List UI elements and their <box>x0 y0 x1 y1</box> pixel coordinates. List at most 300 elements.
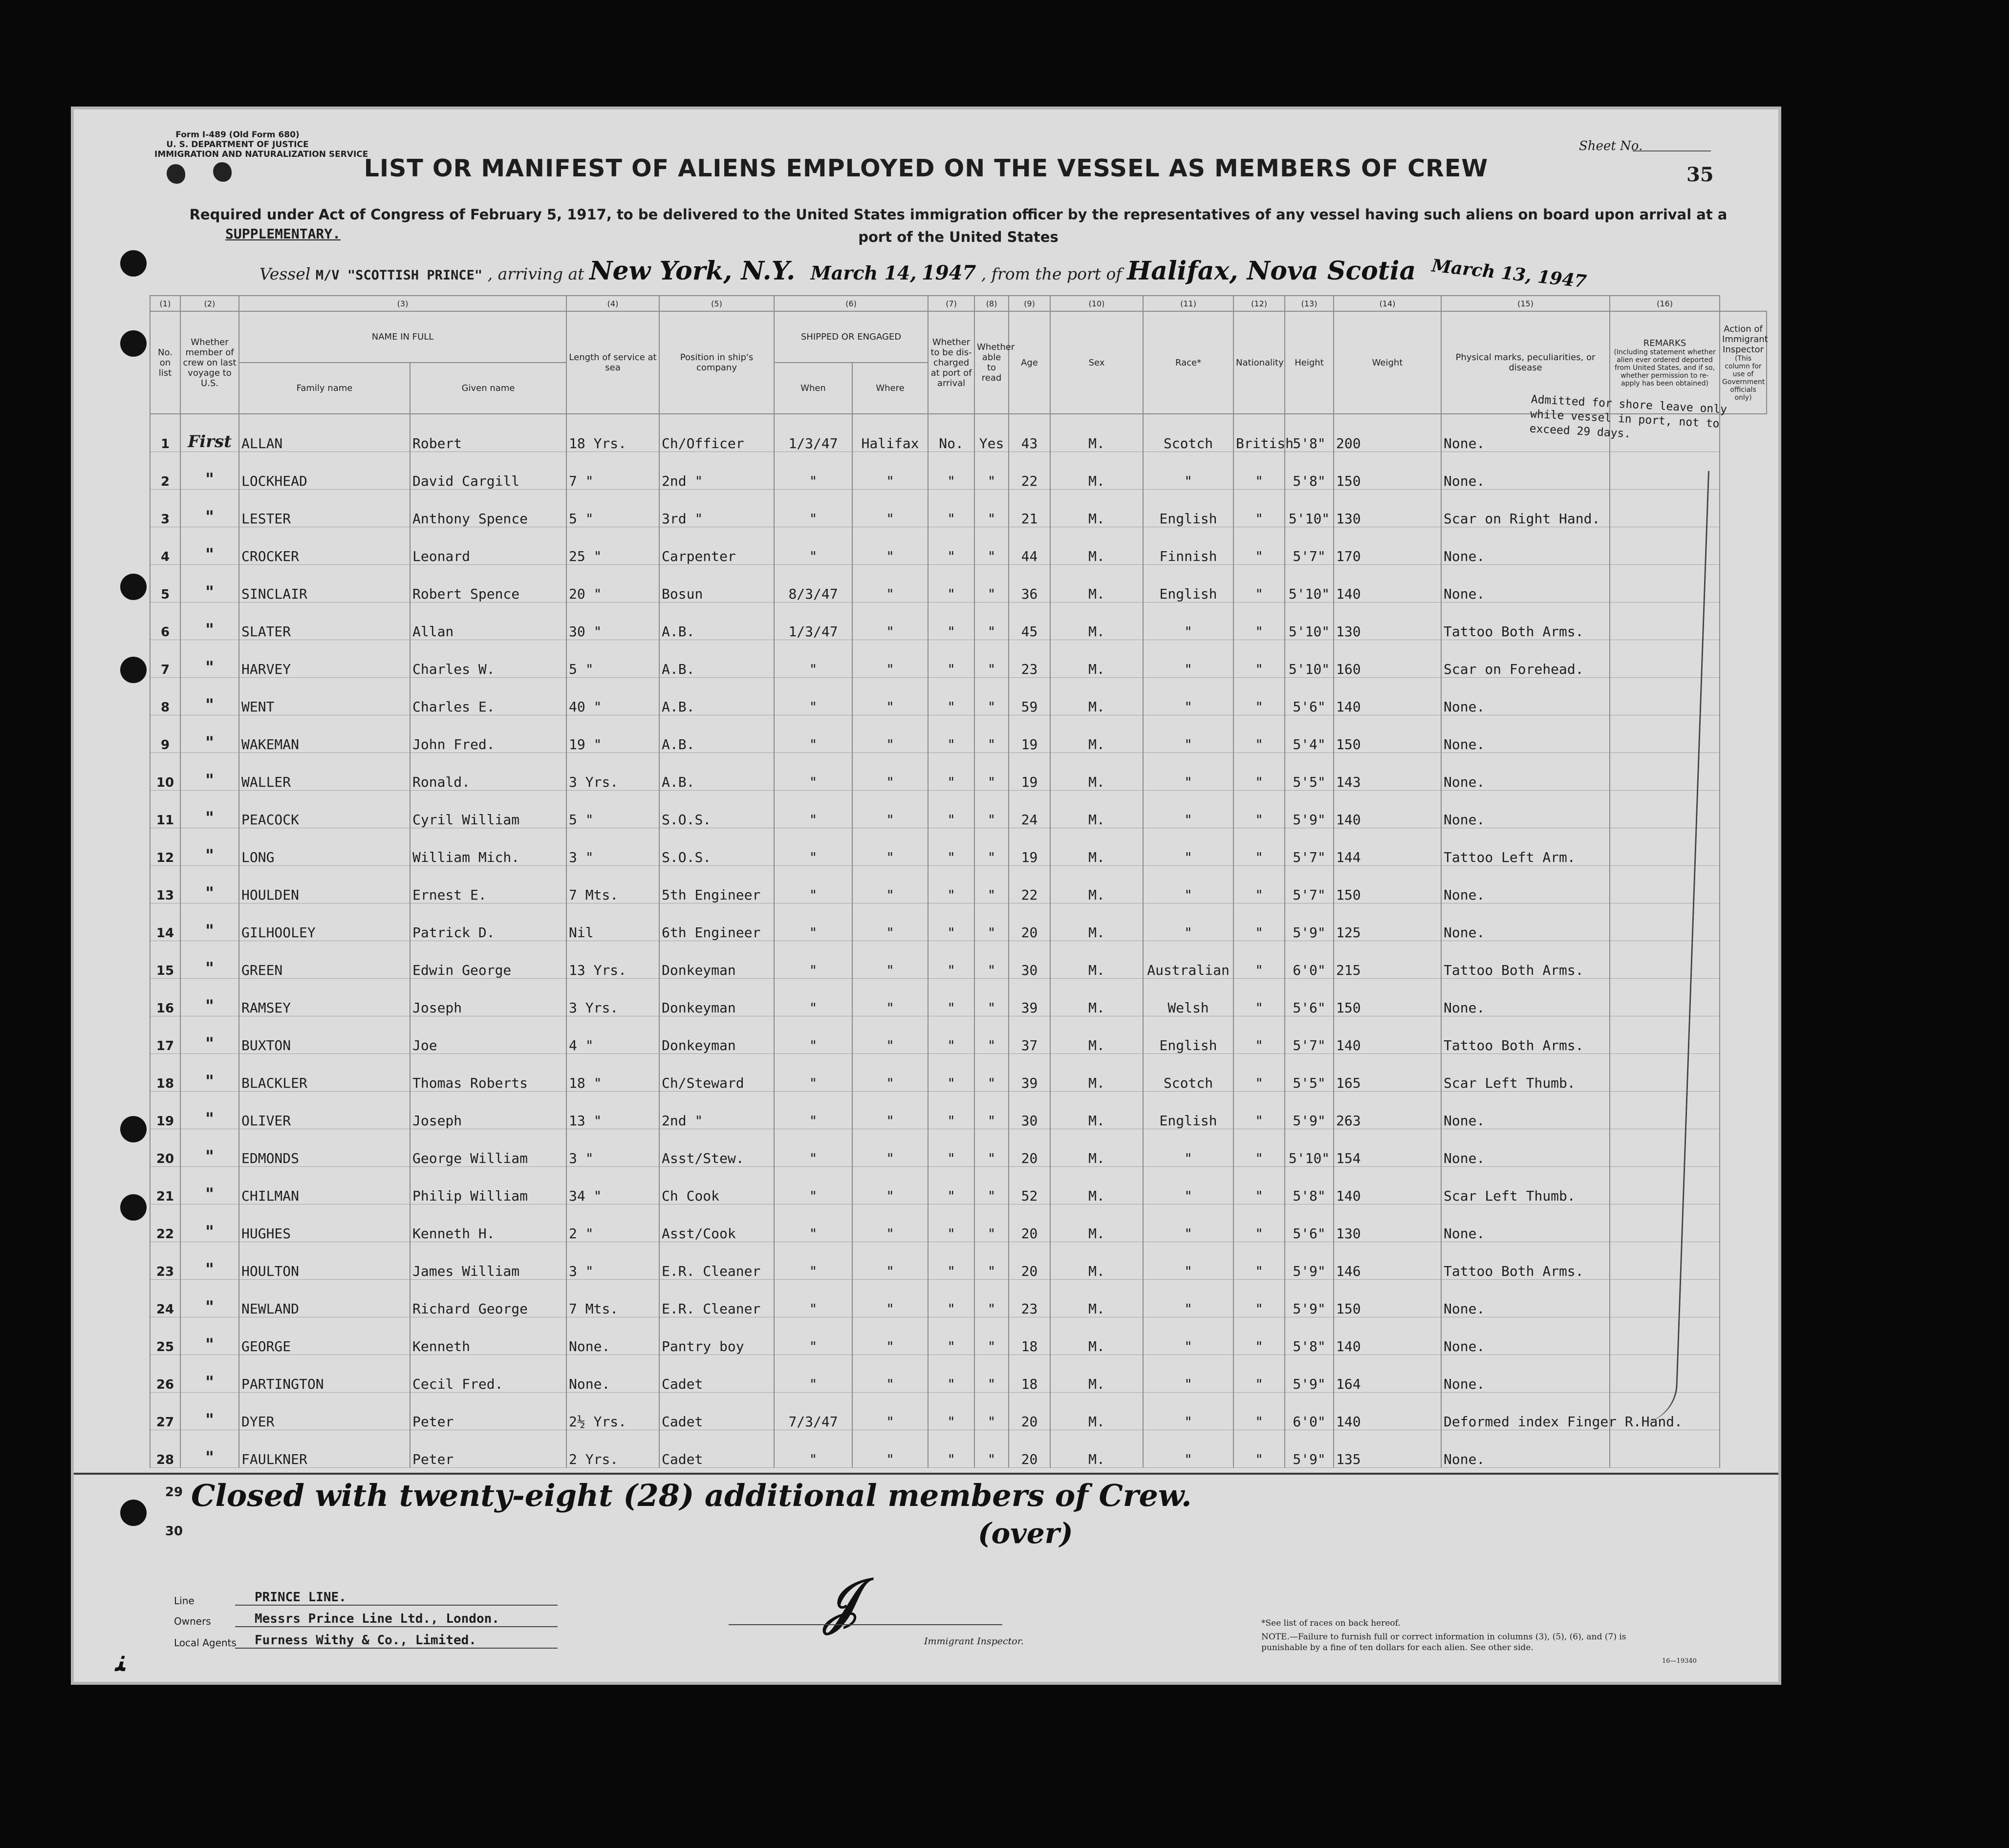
weight-cell: 150 <box>1334 866 1441 903</box>
age-cell: 18 <box>1009 1355 1050 1393</box>
height-cell: 5'9" <box>1285 1242 1334 1280</box>
row-number-cell: 22 <box>150 1204 180 1242</box>
vessel-label: Vessel <box>259 264 311 283</box>
weight-cell: 140 <box>1334 1317 1441 1355</box>
weight-cell: 160 <box>1334 640 1441 678</box>
age-cell: 30 <box>1009 941 1050 979</box>
races-footnote: *See list of races on back hereof. <box>1261 1618 1401 1628</box>
height-cell: 5'10" <box>1285 1129 1334 1167</box>
col-header-weight: Weight <box>1334 311 1441 414</box>
physical-marks-cell: Tattoo Both Arms. <box>1441 1242 1610 1280</box>
sex-cell: M. <box>1050 640 1143 678</box>
vessel-name: M/V "SCOTTISH PRINCE" <box>315 268 483 283</box>
sex-cell: M. <box>1050 1317 1143 1355</box>
able-to-read-cell: " <box>974 640 1009 678</box>
previous-voyage-cell: " <box>180 1054 239 1092</box>
physical-marks-cell: Scar on Right Hand. <box>1441 490 1610 527</box>
col-num-15: (15) <box>1441 296 1610 311</box>
col-header-sex: Sex <box>1050 311 1143 414</box>
race-cell: English <box>1143 1092 1233 1129</box>
inspector-action-title: Action of Immigrant Inspector <box>1722 323 1768 355</box>
position-cell: Ch Cook <box>659 1167 774 1204</box>
sex-cell: M. <box>1050 414 1143 452</box>
previous-voyage-cell: " <box>180 1167 239 1204</box>
col-header-length-of-service: Length of service at sea <box>566 311 659 414</box>
previous-voyage-cell: " <box>180 1242 239 1280</box>
position-cell: Donkeyman <box>659 941 774 979</box>
shipped-where-cell: " <box>852 1204 928 1242</box>
nationality-cell: " <box>1233 1129 1285 1167</box>
given-name-cell: Joseph <box>410 1092 566 1129</box>
length-of-service-cell: 5 " <box>566 490 659 527</box>
race-cell: English <box>1143 565 1233 602</box>
race-cell: " <box>1143 1129 1233 1167</box>
discharged-cell: " <box>928 1054 974 1092</box>
race-cell: " <box>1143 678 1233 715</box>
given-name-cell: Patrick D. <box>410 903 566 941</box>
crew-manifest-table <box>150 295 1767 1468</box>
row-number-cell: 11 <box>150 791 180 828</box>
age-cell: 39 <box>1009 979 1050 1016</box>
length-of-service-cell: None. <box>566 1317 659 1355</box>
height-cell: 5'10" <box>1285 640 1334 678</box>
col-num-1: (1) <box>150 296 180 311</box>
family-name-cell: LONG <box>239 828 410 866</box>
sex-cell: M. <box>1050 1280 1143 1317</box>
weight-cell: 144 <box>1334 828 1441 866</box>
previous-voyage-cell: " <box>180 565 239 602</box>
position-cell: A.B. <box>659 678 774 715</box>
table-row <box>150 602 1767 640</box>
length-of-service-cell: 13 " <box>566 1092 659 1129</box>
discharged-cell: " <box>928 678 974 715</box>
discharged-cell: " <box>928 527 974 565</box>
physical-marks-cell: None. <box>1441 753 1610 791</box>
row-number-cell: 9 <box>150 715 180 753</box>
discharged-cell: " <box>928 452 974 490</box>
height-cell: 5'7" <box>1285 1016 1334 1054</box>
given-name-cell: David Cargill <box>410 452 566 490</box>
able-to-read-cell: " <box>974 1054 1009 1092</box>
shipped-when-cell: " <box>774 1204 852 1242</box>
col-num-5: (5) <box>659 296 774 311</box>
sex-cell: M. <box>1050 1054 1143 1092</box>
position-cell: 6th Engineer <box>659 903 774 941</box>
height-cell: 6'0" <box>1285 941 1334 979</box>
age-cell: 24 <box>1009 791 1050 828</box>
position-cell: Donkeyman <box>659 979 774 1016</box>
able-to-read-cell: " <box>974 452 1009 490</box>
height-cell: 5'10" <box>1285 490 1334 527</box>
family-name-cell: WENT <box>239 678 410 715</box>
race-cell: " <box>1143 1204 1233 1242</box>
table-row <box>150 1129 1767 1167</box>
length-of-service-cell: 3 " <box>566 828 659 866</box>
physical-marks-cell: None. <box>1441 715 1610 753</box>
row-number-cell: 19 <box>150 1092 180 1129</box>
row-number-cell: 13 <box>150 866 180 903</box>
race-cell: " <box>1143 866 1233 903</box>
discharged-cell: " <box>928 715 974 753</box>
col-num-3: (3) <box>239 296 566 311</box>
length-of-service-cell: 18 Yrs. <box>566 414 659 452</box>
able-to-read-cell: " <box>974 941 1009 979</box>
shipped-when-cell: " <box>774 1430 852 1468</box>
position-cell: Ch/Officer <box>659 414 774 452</box>
previous-voyage-cell: " <box>180 602 239 640</box>
weight-cell: 140 <box>1334 1016 1441 1054</box>
row-number-30: 30 <box>165 1524 183 1539</box>
discharged-cell: No. <box>928 414 974 452</box>
position-cell: A.B. <box>659 753 774 791</box>
col-num-6: (6) <box>774 296 928 311</box>
table-row <box>150 452 1767 490</box>
remarks-stamp-note: Admitted for shore leave only while vessel in port, not to exceed 29 days. <box>1529 393 1728 441</box>
shipped-when-cell: " <box>774 1054 852 1092</box>
given-name-cell: Ernest E. <box>410 866 566 903</box>
shipped-where-cell: " <box>852 490 928 527</box>
previous-voyage-cell: " <box>180 678 239 715</box>
col-header-given-name: Given name <box>410 363 566 414</box>
height-cell: 5'9" <box>1285 903 1334 941</box>
discharged-cell: " <box>928 1016 974 1054</box>
height-cell: 5'8" <box>1285 414 1334 452</box>
table-row <box>150 527 1767 565</box>
family-name-cell: PEACOCK <box>239 791 410 828</box>
col-header-no-on-list: No. on list <box>150 311 180 414</box>
length-of-service-cell: 7 " <box>566 452 659 490</box>
weight-cell: 150 <box>1334 979 1441 1016</box>
table-row <box>150 1054 1767 1092</box>
nationality-cell: " <box>1233 452 1285 490</box>
given-name-cell: Leonard <box>410 527 566 565</box>
able-to-read-cell: " <box>974 602 1009 640</box>
age-cell: 22 <box>1009 866 1050 903</box>
col-num-12: (12) <box>1233 296 1285 311</box>
able-to-read-cell: " <box>974 678 1009 715</box>
nationality-cell: " <box>1233 753 1285 791</box>
sex-cell: M. <box>1050 979 1143 1016</box>
weight-cell: 140 <box>1334 1393 1441 1430</box>
table-row <box>150 1204 1767 1242</box>
table-row <box>150 1242 1767 1280</box>
shipped-where-cell: " <box>852 753 928 791</box>
length-of-service-cell: 2 Yrs. <box>566 1430 659 1468</box>
family-name-cell: NEWLAND <box>239 1280 410 1317</box>
age-cell: 45 <box>1009 602 1050 640</box>
supplementary-label: SUPPLEMENTARY. <box>225 226 341 242</box>
given-name-cell: Joe <box>410 1016 566 1054</box>
penalty-note: NOTE.—Failure to furnish full or correct information in columns (3), (5), (6), and (7) is punishable by a fine of ten dollars for each alien. See other side. <box>1261 1632 1626 1653</box>
race-cell: " <box>1143 1430 1233 1468</box>
shipped-where-cell: " <box>852 1054 928 1092</box>
line-value: PRINCE LINE. <box>235 1590 558 1606</box>
discharged-cell: " <box>928 753 974 791</box>
given-name-cell: Thomas Roberts <box>410 1054 566 1092</box>
table-row <box>150 1092 1767 1129</box>
sex-cell: M. <box>1050 828 1143 866</box>
physical-marks-cell: None. <box>1441 1317 1610 1355</box>
shipped-where-cell: " <box>852 715 928 753</box>
able-to-read-cell: " <box>974 715 1009 753</box>
shipped-when-cell: 7/3/47 <box>774 1393 852 1430</box>
sex-cell: M. <box>1050 1129 1143 1167</box>
nationality-cell: " <box>1233 1317 1285 1355</box>
length-of-service-cell: Nil <box>566 903 659 941</box>
length-of-service-cell: 13 Yrs. <box>566 941 659 979</box>
position-cell: Cadet <box>659 1430 774 1468</box>
previous-voyage-cell: " <box>180 715 239 753</box>
family-name-cell: LOCKHEAD <box>239 452 410 490</box>
col-header-position: Position in ship's company <box>659 311 774 414</box>
age-cell: 52 <box>1009 1167 1050 1204</box>
shipped-where-cell: " <box>852 452 928 490</box>
previous-voyage-cell: " <box>180 941 239 979</box>
length-of-service-cell: None. <box>566 1355 659 1393</box>
race-cell: " <box>1143 903 1233 941</box>
previous-voyage-cell: " <box>180 490 239 527</box>
shipped-when-cell: " <box>774 1317 852 1355</box>
col-num-13: (13) <box>1285 296 1334 311</box>
sheet-number-label: Sheet No. <box>1579 139 1643 153</box>
shipped-when-cell: " <box>774 941 852 979</box>
nationality-cell: " <box>1233 490 1285 527</box>
closing-divider <box>74 1473 1778 1475</box>
given-name-cell: Joseph <box>410 979 566 1016</box>
age-cell: 20 <box>1009 1430 1050 1468</box>
given-name-cell: Charles E. <box>410 678 566 715</box>
arrival-year: 1947 <box>921 261 976 284</box>
age-cell: 20 <box>1009 903 1050 941</box>
length-of-service-cell: 18 " <box>566 1054 659 1092</box>
able-to-read-cell: " <box>974 1355 1009 1393</box>
weight-cell: 130 <box>1334 490 1441 527</box>
family-name-cell: BUXTON <box>239 1016 410 1054</box>
shipped-when-cell: " <box>774 1167 852 1204</box>
sex-cell: M. <box>1050 791 1143 828</box>
able-to-read-cell: " <box>974 866 1009 903</box>
col-num-8: (8) <box>974 296 1009 311</box>
length-of-service-cell: 5 " <box>566 791 659 828</box>
shipped-where-cell: " <box>852 1016 928 1054</box>
table-row <box>150 1167 1767 1204</box>
length-of-service-cell: 3 " <box>566 1129 659 1167</box>
col-header-family-name: Family name <box>239 363 410 414</box>
col-num-16: (16) <box>1610 296 1720 311</box>
nationality-cell: " <box>1233 1016 1285 1054</box>
row-number-29: 29 <box>165 1485 183 1500</box>
shipped-when-cell: " <box>774 1092 852 1129</box>
race-cell: " <box>1143 1393 1233 1430</box>
length-of-service-cell: 2 " <box>566 1204 659 1242</box>
col-num-10: (10) <box>1050 296 1143 311</box>
family-name-cell: DYER <box>239 1393 410 1430</box>
table-row <box>150 678 1767 715</box>
sex-cell: M. <box>1050 1430 1143 1468</box>
race-cell: " <box>1143 1317 1233 1355</box>
punch-hole <box>120 1500 147 1526</box>
punch-hole <box>120 657 147 683</box>
column-header-row <box>150 311 1767 363</box>
discharged-cell: " <box>928 979 974 1016</box>
shipped-where-cell: " <box>852 1280 928 1317</box>
able-to-read-cell: " <box>974 1129 1009 1167</box>
previous-voyage-cell: " <box>180 640 239 678</box>
row-number-cell: 18 <box>150 1054 180 1092</box>
height-cell: 5'4" <box>1285 715 1334 753</box>
given-name-cell: Charles W. <box>410 640 566 678</box>
discharged-cell: " <box>928 791 974 828</box>
table-row <box>150 903 1767 941</box>
height-cell: 5'7" <box>1285 828 1334 866</box>
row-number-cell: 1 <box>150 414 180 452</box>
shipped-when-cell: " <box>774 527 852 565</box>
manifest-sheet <box>71 107 1781 1685</box>
family-name-cell: WAKEMAN <box>239 715 410 753</box>
height-cell: 5'8" <box>1285 1317 1334 1355</box>
row-number-cell: 10 <box>150 753 180 791</box>
age-cell: 19 <box>1009 753 1050 791</box>
physical-marks-cell: None. <box>1441 527 1610 565</box>
discharged-cell: " <box>928 1393 974 1430</box>
agents-value: Furness Withy & Co., Limited. <box>235 1633 558 1649</box>
race-cell: " <box>1143 828 1233 866</box>
discharged-cell: " <box>928 1280 974 1317</box>
previous-voyage-cell: " <box>180 452 239 490</box>
race-cell: English <box>1143 1016 1233 1054</box>
shipped-where-cell: " <box>852 640 928 678</box>
col-num-2: (2) <box>180 296 239 311</box>
given-name-cell: Kenneth H. <box>410 1204 566 1242</box>
given-name-cell: Edwin George <box>410 941 566 979</box>
sheet-number-underline <box>1633 150 1711 151</box>
height-cell: 5'6" <box>1285 979 1334 1016</box>
row-number-cell: 6 <box>150 602 180 640</box>
discharged-cell: " <box>928 602 974 640</box>
family-name-cell: FAULKNER <box>239 1430 410 1468</box>
position-cell: Donkeyman <box>659 1016 774 1054</box>
discharged-cell: " <box>928 903 974 941</box>
race-cell: Australian <box>1143 941 1233 979</box>
length-of-service-cell: 4 " <box>566 1016 659 1054</box>
physical-marks-cell: Tattoo Both Arms. <box>1441 1016 1610 1054</box>
form-number-line: Form I-489 (Old Form 680) <box>175 130 300 140</box>
length-of-service-cell: 5 " <box>566 640 659 678</box>
col-num-7: (7) <box>928 296 974 311</box>
sex-cell: M. <box>1050 565 1143 602</box>
col-header-race: Race* <box>1143 311 1233 414</box>
previous-voyage-cell: " <box>180 866 239 903</box>
nationality-cell: " <box>1233 941 1285 979</box>
table-row <box>150 1355 1767 1393</box>
col-header-able-to-read: Whether able to read <box>974 311 1009 414</box>
able-to-read-cell: " <box>974 828 1009 866</box>
able-to-read-cell: " <box>974 979 1009 1016</box>
height-cell: 5'5" <box>1285 1054 1334 1092</box>
weight-cell: 130 <box>1334 1204 1441 1242</box>
nationality-cell: " <box>1233 602 1285 640</box>
family-name-cell: CROCKER <box>239 527 410 565</box>
physical-marks-cell: Scar Left Thumb. <box>1441 1167 1610 1204</box>
able-to-read-cell: " <box>974 1280 1009 1317</box>
sex-cell: M. <box>1050 1242 1143 1280</box>
weight-cell: 150 <box>1334 452 1441 490</box>
page-title: LIST OR MANIFEST OF ALIENS EMPLOYED ON THE VESSEL AS MEMBERS OF CREW <box>364 154 1489 182</box>
age-cell: 19 <box>1009 828 1050 866</box>
height-cell: 5'7" <box>1285 527 1334 565</box>
family-name-cell: WALLER <box>239 753 410 791</box>
position-cell: S.O.S. <box>659 828 774 866</box>
position-cell: Ch/Steward <box>659 1054 774 1092</box>
row-number-cell: 16 <box>150 979 180 1016</box>
inspector-action-note: (This column for use of Government officials only) <box>1722 354 1765 402</box>
height-cell: 5'9" <box>1285 791 1334 828</box>
discharged-cell: " <box>928 1242 974 1280</box>
race-cell: " <box>1143 1167 1233 1204</box>
remarks-title: REMARKS <box>1643 338 1686 348</box>
physical-marks-cell: Tattoo Left Arm. <box>1441 828 1610 866</box>
physical-marks-cell: Deformed index Finger R.Hand. <box>1441 1393 1610 1430</box>
weight-cell: 140 <box>1334 1167 1441 1204</box>
table-row <box>150 828 1767 866</box>
height-cell: 5'8" <box>1285 452 1334 490</box>
able-to-read-cell: " <box>974 903 1009 941</box>
weight-cell: 135 <box>1334 1430 1441 1468</box>
physical-marks-cell: None. <box>1441 866 1610 903</box>
previous-voyage-cell: " <box>180 1204 239 1242</box>
col-header-age: Age <box>1009 311 1050 414</box>
length-of-service-cell: 3 Yrs. <box>566 979 659 1016</box>
shipped-when-cell: " <box>774 979 852 1016</box>
punch-hole <box>120 1116 147 1142</box>
race-cell: Scotch <box>1143 414 1233 452</box>
race-cell: " <box>1143 715 1233 753</box>
able-to-read-cell: Yes <box>974 414 1009 452</box>
shipped-where-cell: " <box>852 828 928 866</box>
sex-cell: M. <box>1050 903 1143 941</box>
age-cell: 18 <box>1009 1317 1050 1355</box>
shipped-where-cell: " <box>852 866 928 903</box>
sex-cell: M. <box>1050 527 1143 565</box>
family-name-cell: RAMSEY <box>239 979 410 1016</box>
sex-cell: M. <box>1050 753 1143 791</box>
position-cell: A.B. <box>659 602 774 640</box>
nationality-cell: " <box>1233 1393 1285 1430</box>
agents-label: Local Agents <box>174 1637 237 1649</box>
discharged-cell: " <box>928 565 974 602</box>
physical-marks-cell: None. <box>1441 1355 1610 1393</box>
nationality-cell: " <box>1233 979 1285 1016</box>
shipped-where-cell: " <box>852 1317 928 1355</box>
legal-requirement-text: Required under Act of Congress of February 5, 1917, to be delivered to the United States immigration officer by the representatives of any vessel having such aliens on board upon arrival at a port of the United States <box>189 206 1728 245</box>
family-name-cell: PARTINGTON <box>239 1355 410 1393</box>
weight-cell: 263 <box>1334 1092 1441 1129</box>
physical-marks-cell: Tattoo Both Arms. <box>1441 941 1610 979</box>
table-row <box>150 565 1767 602</box>
inspector-label: Immigrant Inspector. <box>924 1636 1024 1647</box>
table-row <box>150 715 1767 753</box>
family-name-cell: ALLAN <box>239 414 410 452</box>
given-name-cell: Richard George <box>410 1280 566 1317</box>
row-number-cell: 17 <box>150 1016 180 1054</box>
owners-value: Messrs Prince Line Ltd., London. <box>235 1612 558 1627</box>
discharged-cell: " <box>928 1167 974 1204</box>
shipped-when-cell: " <box>774 1242 852 1280</box>
inspector-signature-icon: 𝒥 <box>817 1568 863 1636</box>
row-number-cell: 25 <box>150 1317 180 1355</box>
shipped-when-cell: 1/3/47 <box>774 414 852 452</box>
row-number-cell: 15 <box>150 941 180 979</box>
